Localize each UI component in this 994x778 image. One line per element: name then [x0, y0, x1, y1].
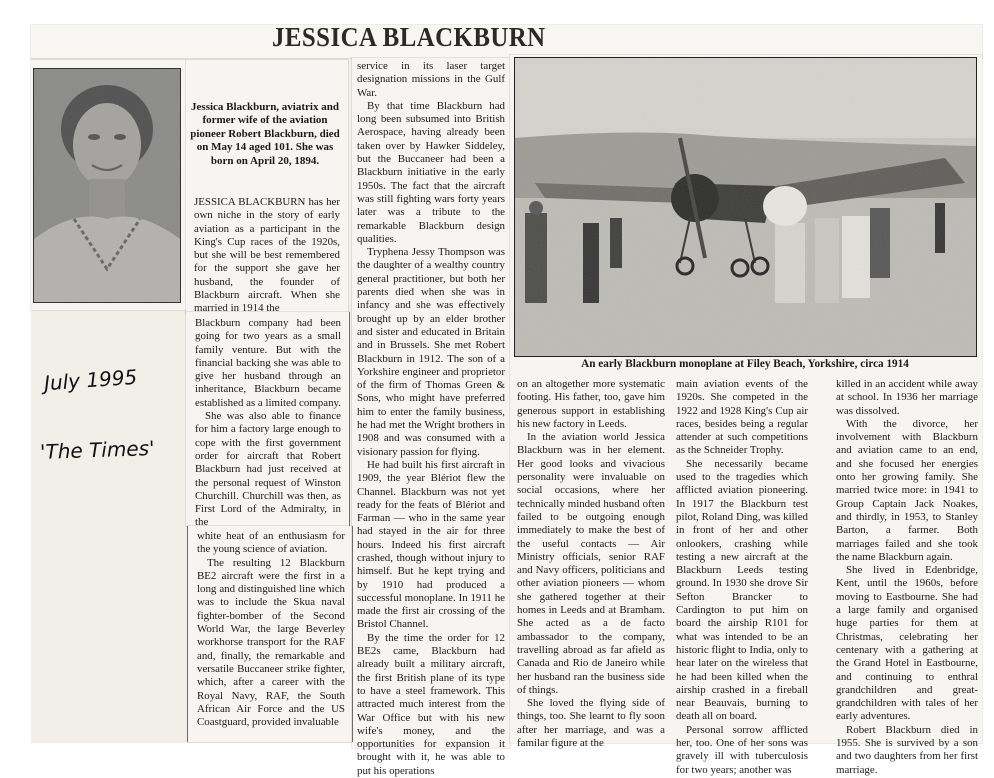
rule-col1-bottom-divider	[187, 526, 188, 742]
handwritten-source: 'The Times'	[39, 436, 155, 464]
paragraph: She loved the flying side of things, too. She learnt to fly soon after her marriage, and was a familar figure at the	[517, 697, 665, 750]
rule-col1-divider	[349, 312, 350, 526]
paragraph: white heat of an enthusiasm for the young science of aviation.	[197, 530, 345, 556]
paragraph: He had built his first aircraft in 1909, the year Blériot flew the Channel. Blackburn was not yet ready for the feats of Blériot and Farman — who in the same year had stayed in the air for three hours. Indeed his first aircraft crashed, though without injury to himself. But he kept trying and by 1910 had produced a successful monoplane. In 1911 he made the first air crossing of the Bristol Channel.	[357, 458, 505, 631]
paragraph: She necessarily became used to the tragedies which afflicted aviation pioneering. In 1917 the Blackburn test pilot, Roland Ding, was killed in front of her and other onlookers, crashing while testing a new aircraft at the Blackburn Leeds testing ground. In 1930 she drove Sir Sefton Brancker to Cardington to put him on board the airship R101 for what was intended to be an historic flight to India, only to hear later on the wireless that he had been killed when the airship crashed in a fireball near Beauvais, burning to death all on board.	[676, 457, 808, 723]
monoplane-photo	[514, 57, 977, 357]
column-3	[517, 378, 665, 750]
paragraph: By that time Blackburn had long been subsumed into British Aerospace, having already been taken over by Hawker Siddeley, but the Buccaneer had been a Blackburn initiative in the early 1950s. The fact that the aircraft was still fighting wars forty years later was a tribute to the remarkable Blackburn design qualities.	[357, 99, 505, 245]
paragraph: In the aviation world Jessica Blackburn was in her element. Her good looks and vivacious personality were invaluable on social occasions, where her technically minded husband often failed to be outgoing enough immediately to make the best of the useful contacts — Air Ministry officials, senior RAF and Navy officers, politicians and other aviation pioneers — whom she gathered together at their homes in Leeds and at Bramham. She acted as a de facto ambassador to the company, travelling abroad as far afield as Canada and Rio de Janeiro while her husband ran the business side of things.	[517, 431, 665, 696]
portrait-image	[34, 69, 180, 302]
column-1-bottom	[197, 530, 345, 729]
handwritten-date: July 1995	[43, 364, 138, 396]
paragraph: She lived in Edenbridge, Kent, until the 1960s, before moving to Eastbourne. She had a large family and organised huge parties for them at Christmas, celebrating her centenary with a gathering at the Grand Hotel in Eastbourne, and continuing to enthral grandchildren and great-grandchildren with tales of her early adventures.	[836, 564, 978, 723]
paragraph: Robert Blackburn died in 1955. She is survived by a son and two daughters from her first marriage.	[836, 723, 978, 776]
column-1-middle	[195, 317, 341, 530]
obituary-standfirst: Jessica Blackburn, aviatrix and former wife of the aviation pioneer Robert Blackburn, died on May 14 aged 101. She was born on April 20, 1894.	[190, 101, 340, 167]
paragraph: The resulting 12 Blackburn BE2 aircraft were the first in a long and distinguished line which was to include the Skua naval fighter-bomber of the Second World War, the large Beverley workhorse transport for the RAF and, finally, the remarkable and versatile Buccaneer strike fighter, which, after a career with the Royal Navy, RAF, the South African Air Force and the US Coastguard, provided invaluable	[197, 556, 345, 729]
paragraph: JESSICA BLACKBURN has her own niche in the story of early aviation as a participant in the King's Cup races of the 1920s, but she will be best remembered for the support she gave her husband, the founder of Blackburn aircraft. When she married in 1914 the	[194, 196, 340, 315]
paragraph: killed in an accident while away at school. In 1936 her marriage was dissolved.	[836, 378, 978, 417]
paragraph: Blackburn company had been going for two years as a small family venture. But with the financial backing she was able to give her husband through an inheritance, Blackburn became established as a limited company.	[195, 317, 341, 409]
paragraph: She was also able to finance for him a factory large enough to cope with the first government order for aircraft that Robert Blackburn had just received at the personal request of Winston Churchill. Churchill was then, as First Lord of the Admiralty, in the	[195, 410, 341, 529]
column-5	[836, 378, 978, 777]
paragraph: Personal sorrow afflicted her, too. One of her sons was gravely ill with tuberculosis for two years; another was	[676, 723, 808, 776]
paragraph: on an altogether more systematic footing. His father, too, gave him generous support in establishing his new factory in Leeds.	[517, 378, 665, 430]
paragraph: service in its laser target designation missions in the Gulf War.	[357, 60, 505, 99]
column-1-top	[194, 196, 340, 316]
rule-col2-left	[352, 526, 353, 742]
paragraph: By the time the order for 12 BE2s came, Blackburn had already built a military aircraft, the first British plane of its type to have a steel framework. This attracted much interest from the War Office but with his new wife's money, and the opportunities for expansion it brought with it, he was able to put his operations	[357, 631, 505, 777]
paragraph: Tryphena Jessy Thompson was the daughter of a wealthy country general practitioner, but both her parents died when she was in infancy and she was effectively brought up by an elder brother and sister and educated in Britain and in Brussels. She met Robert Blackburn in 1912. The son of a Yorkshire engineer and proprietor of the firm of Thomas Green & Sons, who might have preferred him to enter the family business, he had met the Wright brothers in 1908 and was consumed with a visionary passion for flying.	[357, 246, 505, 458]
column-2	[357, 60, 505, 778]
column-4	[676, 378, 808, 777]
paragraph: With the divorce, her involvement with Blackburn and aviation came to an end, and she focused her energies onto her growing family. She married twice more: in 1941 to Group Captain Jack Noakes, and thirdly, in 1953, to Stanley Barton, a farmer. Both marriages failed and she took the name Blackburn again.	[836, 417, 978, 563]
portrait-photo	[33, 68, 181, 303]
monoplane-image	[515, 58, 976, 356]
headline: JESSICA BLACKBURN	[272, 22, 546, 52]
paragraph: main aviation events of the 1920s. She competed in the 1922 and 1928 King's Cup air races, besides being a regular attender at such competitions as the Schneider Trophy.	[676, 378, 808, 457]
photo-caption: An early Blackburn monoplane at Filey Beach, Yorkshire, circa 1914	[581, 358, 909, 370]
